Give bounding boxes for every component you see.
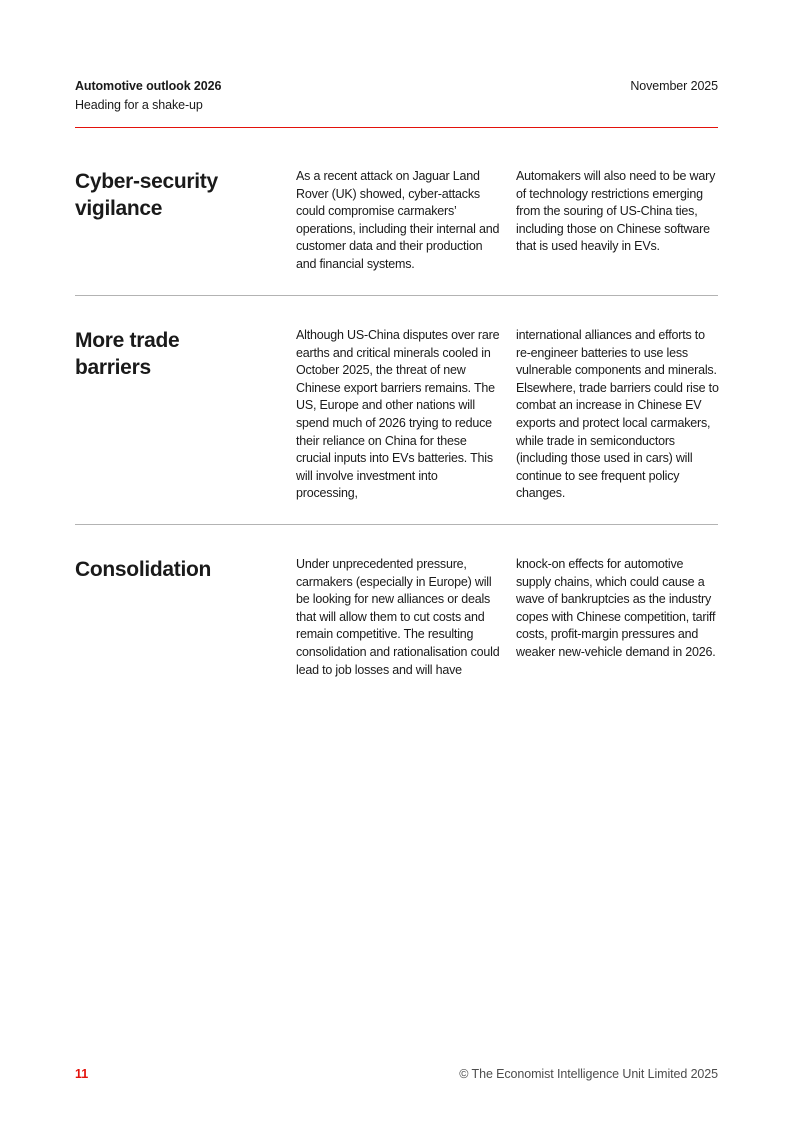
section-text-column-1: Although US-China disputes over rare earths and critical minerals cooled in October 2025, the threat of new Chinese export barriers remains. The US, Europe and other nations will spend much of 2026 trying to reduce their reliance on China for these crucial inputs into EVs batteries. This will involve investment into processing, — [296, 328, 500, 501]
report-title: Automotive outlook 2026 — [75, 79, 222, 93]
section-heading-line2: barriers — [75, 356, 151, 379]
section-heading — [75, 556, 275, 583]
section-consolidation — [75, 556, 718, 686]
page-number: 11 — [75, 1067, 89, 1081]
copyright-notice: © The Economist Intelligence Unit Limited 2025 — [459, 1067, 718, 1081]
page-header — [75, 79, 718, 128]
section-text-column-1: Under unprecedented pressure, carmakers (especially in Europe) will be looking for new alliances or deals that will allow them to cut costs and remain competitive. The resulting consolidation and rationalisation could lead to job losses and will have — [296, 557, 500, 677]
report-date: November 2025 — [630, 79, 718, 93]
section-heading-line1: Cyber-security — [75, 170, 218, 193]
section-heading-line1: More trade — [75, 329, 180, 352]
section-heading-line1: Consolidation — [75, 558, 212, 581]
section-cyber-security — [75, 168, 718, 296]
section-heading — [75, 327, 275, 381]
report-subtitle: Heading for a shake-up — [75, 98, 203, 112]
section-text-column-1: As a recent attack on Jaguar Land Rover (UK) showed, cyber-attacks could compromise carmakers’ operations, including their internal and customer data and their production and financial systems. — [296, 169, 500, 271]
section-text-column-2: knock-on effects for automotive supply chains, which could cause a wave of bankruptcies as the industry copes with Chinese competition, tariff costs, profit-margin pressures and weaker new-vehicle demand in 2026. — [516, 557, 716, 659]
section-trade-barriers — [75, 327, 718, 525]
section-heading — [75, 168, 275, 222]
section-heading-line2: vigilance — [75, 197, 163, 220]
section-text-column-2: international alliances and efforts to re-engineer batteries to use less vulnerable components and minerals. Elsewhere, trade barriers could rise to combat an increase in Chinese EV exports and protect local carmakers, while trade in semiconductors (including those used in cars) will continue to see frequent policy changes. — [516, 328, 719, 501]
section-text-column-2: Automakers will also need to be wary of technology restrictions emerging from the souring of US-China ties, including those on Chinese software that is used heavily in EVs. — [516, 169, 716, 254]
